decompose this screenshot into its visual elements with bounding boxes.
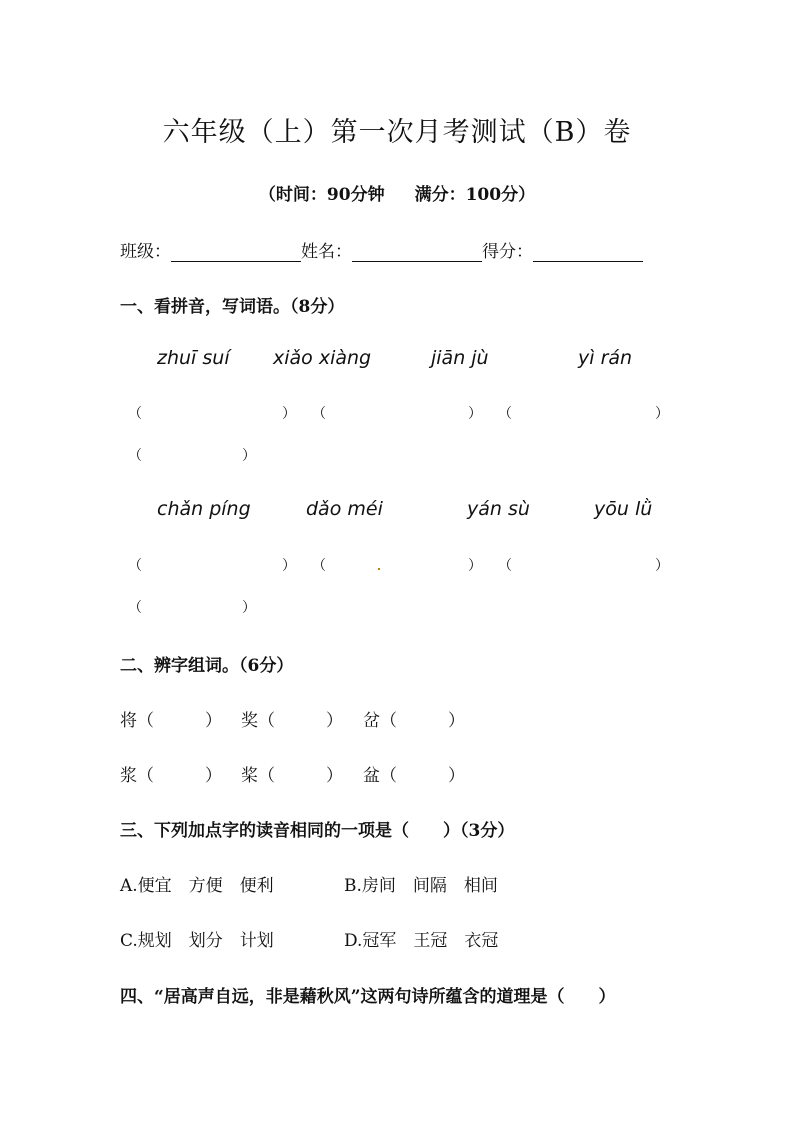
section-2-heading: 二、辨字组词。（6分）: [120, 656, 294, 676]
char-item-close: ）: [326, 711, 343, 731]
pinyin-item: xiǎo xiàng: [273, 347, 372, 369]
answer-box-close: ）: [282, 558, 296, 574]
class-label: 班级：: [120, 242, 171, 262]
answer-box-close: ）: [242, 448, 256, 464]
class-blank[interactable]: [171, 243, 301, 262]
pinyin-item: jiān jù: [431, 347, 489, 369]
answer-box-close: ）: [242, 600, 256, 616]
section-4-heading: 四、“居高声自远，非是藉秋风”这两句诗所蕴含的道理是（ ）: [120, 987, 616, 1007]
score-label: 得分：: [482, 242, 533, 262]
answer-box-open: （: [498, 406, 512, 422]
answer-box-open: （: [312, 558, 326, 574]
student-info-line: [120, 237, 643, 262]
answer-box-close: ）: [655, 406, 669, 422]
pinyin-item: yōu lǜ: [594, 498, 653, 520]
stray-dot: [378, 568, 380, 570]
score-blank[interactable]: [533, 243, 643, 262]
answer-box-open: （: [128, 448, 142, 464]
pinyin-item: yì rán: [578, 347, 633, 369]
char-item: 浆（: [120, 766, 154, 786]
answer-box-open: （: [312, 406, 326, 422]
full-score: 满分：100分）: [414, 185, 536, 205]
pinyin-item: dǎo méi: [306, 498, 383, 520]
name-label: 姓名：: [301, 242, 352, 262]
char-item: 将（: [120, 711, 154, 731]
name-blank[interactable]: [352, 243, 482, 262]
section-1-heading: 一、看拼音，写词语。（8分）: [120, 297, 345, 317]
pinyin-item: yán sù: [467, 498, 530, 520]
char-item-close: ）: [448, 766, 465, 786]
time-limit: （时间：90分钟: [258, 185, 385, 205]
pinyin-item: chǎn píng: [157, 498, 251, 520]
char-item-close: ）: [448, 711, 465, 731]
answer-box-close: ）: [655, 558, 669, 574]
char-item-close: ）: [326, 766, 343, 786]
option-a[interactable]: A.便宜 方便 便利: [120, 876, 274, 896]
answer-box-close: ）: [468, 406, 482, 422]
answer-box-open: （: [498, 558, 512, 574]
char-item: 桨（: [241, 766, 275, 786]
answer-box-open: （: [128, 406, 142, 422]
exam-subtitle: [0, 180, 794, 205]
page-title: 六年级（上）第一次月考测试（B）卷: [162, 117, 632, 148]
option-c[interactable]: C.规划 划分 计划: [120, 931, 274, 951]
answer-box-close: ）: [468, 558, 482, 574]
answer-box-open: （: [128, 600, 142, 616]
char-item: 奖（: [241, 711, 275, 731]
section-3-heading: 三、下列加点字的读音相同的一项是（ ）（3分）: [120, 821, 515, 841]
char-item: 岔（: [363, 711, 397, 731]
char-item-close: ）: [205, 766, 222, 786]
answer-box-close: ）: [282, 406, 296, 422]
option-d[interactable]: D.冠军 王冠 衣冠: [344, 931, 499, 951]
char-item-close: ）: [205, 711, 222, 731]
option-b[interactable]: B.房间 间隔 相间: [344, 876, 498, 896]
pinyin-item: zhuī suí: [157, 347, 230, 369]
answer-box-open: （: [128, 558, 142, 574]
char-item: 盆（: [363, 766, 397, 786]
